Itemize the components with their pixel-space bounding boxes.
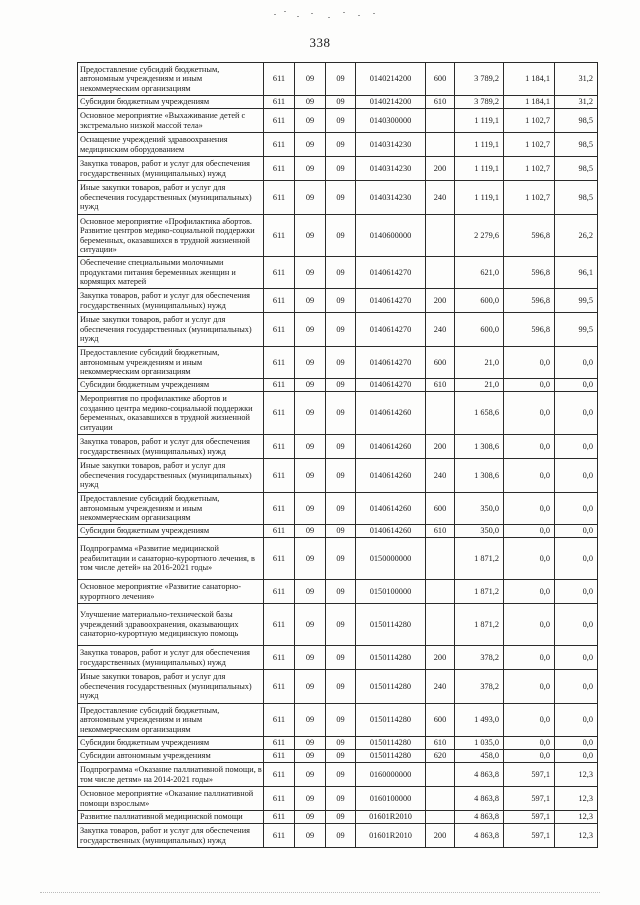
cell-plan: 1 035,0 — [455, 737, 504, 750]
cell-subsection: 09 — [326, 538, 356, 580]
cell-target-code: 0160100000 — [356, 787, 426, 811]
cell-fact: 1 102,7 — [504, 109, 555, 133]
cell-percent: 99,5 — [555, 289, 598, 313]
cell-admin-code: 611 — [264, 604, 295, 646]
cell-percent: 0,0 — [555, 435, 598, 459]
table-row — [78, 392, 598, 435]
cell-admin-code: 611 — [264, 181, 295, 215]
cell-target-code: 0150114280 — [356, 737, 426, 750]
cell-fact: 0,0 — [504, 737, 555, 750]
cell-target-code: 0150114280 — [356, 670, 426, 704]
cell-name: Развитие паллиативной медицинской помощи — [78, 811, 264, 824]
table-row — [78, 435, 598, 459]
cell-expense-type: 610 — [426, 379, 455, 392]
cell-fact: 1 184,1 — [504, 63, 555, 96]
cell-admin-code: 611 — [264, 257, 295, 289]
cell-plan: 4 863,8 — [455, 811, 504, 824]
cell-admin-code: 611 — [264, 435, 295, 459]
cell-admin-code: 611 — [264, 824, 295, 848]
cell-subsection: 09 — [326, 215, 356, 257]
cell-section: 09 — [295, 63, 326, 96]
table-row — [78, 181, 598, 215]
cell-admin-code: 611 — [264, 63, 295, 96]
cell-section: 09 — [295, 604, 326, 646]
table-row — [78, 289, 598, 313]
cell-target-code: 0140214200 — [356, 63, 426, 96]
cell-section: 09 — [295, 787, 326, 811]
table-body — [78, 63, 598, 848]
cell-expense-type — [426, 604, 455, 646]
cell-section: 09 — [295, 737, 326, 750]
cell-subsection: 09 — [326, 737, 356, 750]
cell-subsection: 09 — [326, 459, 356, 493]
cell-target-code: 01601R2010 — [356, 811, 426, 824]
cell-plan: 350,0 — [455, 525, 504, 538]
cell-percent: 98,5 — [555, 109, 598, 133]
cell-plan: 458,0 — [455, 750, 504, 763]
table-row — [78, 604, 598, 646]
cell-target-code: 0140614270 — [356, 313, 426, 347]
cell-name: Иные закупки товаров, работ и услуг для обеспечения государственных (муниципальных) нужд — [78, 181, 264, 215]
cell-percent: 12,3 — [555, 824, 598, 848]
cell-plan: 1 871,2 — [455, 580, 504, 604]
cell-percent: 0,0 — [555, 538, 598, 580]
cell-plan: 1 119,1 — [455, 157, 504, 181]
cell-subsection: 09 — [326, 392, 356, 435]
cell-target-code: 0140314230 — [356, 181, 426, 215]
cell-percent: 0,0 — [555, 525, 598, 538]
cell-percent: 0,0 — [555, 580, 598, 604]
cell-subsection: 09 — [326, 313, 356, 347]
cell-subsection: 09 — [326, 133, 356, 157]
cell-section: 09 — [295, 824, 326, 848]
cell-target-code: 0160000000 — [356, 763, 426, 787]
cell-name: Закупка товаров, работ и услуг для обеспечения государственных (муниципальных) нужд — [78, 157, 264, 181]
cell-percent: 98,5 — [555, 157, 598, 181]
cell-subsection: 09 — [326, 824, 356, 848]
cell-section: 09 — [295, 525, 326, 538]
cell-target-code: 0150100000 — [356, 580, 426, 604]
cell-fact: 0,0 — [504, 646, 555, 670]
cell-name: Иные закупки товаров, работ и услуг для обеспечения государственных (муниципальных) нужд — [78, 459, 264, 493]
cell-section: 09 — [295, 646, 326, 670]
cell-subsection: 09 — [326, 646, 356, 670]
cell-target-code: 0140614260 — [356, 392, 426, 435]
cell-plan: 600,0 — [455, 289, 504, 313]
cell-fact: 0,0 — [504, 435, 555, 459]
cell-name: Закупка товаров, работ и услуг для обеспечения государственных (муниципальных) нужд — [78, 289, 264, 313]
cell-admin-code: 611 — [264, 289, 295, 313]
table-row — [78, 824, 598, 848]
cell-expense-type: 620 — [426, 750, 455, 763]
table-row — [78, 347, 598, 379]
cell-admin-code: 611 — [264, 763, 295, 787]
cell-admin-code: 611 — [264, 392, 295, 435]
cell-percent: 12,3 — [555, 811, 598, 824]
cell-target-code: 01601R2010 — [356, 824, 426, 848]
cell-section: 09 — [295, 811, 326, 824]
table-row — [78, 379, 598, 392]
cell-fact: 0,0 — [504, 379, 555, 392]
cell-expense-type: 600 — [426, 493, 455, 525]
table-row — [78, 538, 598, 580]
cell-target-code: 0150000000 — [356, 538, 426, 580]
cell-admin-code: 611 — [264, 737, 295, 750]
cell-expense-type: 610 — [426, 525, 455, 538]
cell-plan: 4 863,8 — [455, 787, 504, 811]
cell-expense-type: 200 — [426, 289, 455, 313]
cell-subsection: 09 — [326, 289, 356, 313]
cell-plan: 1 493,0 — [455, 704, 504, 737]
cell-name: Субсидии бюджетным учреждениям — [78, 96, 264, 109]
table-row — [78, 459, 598, 493]
table-row — [78, 493, 598, 525]
cell-expense-type — [426, 392, 455, 435]
table-row — [78, 133, 598, 157]
cell-fact: 1 102,7 — [504, 133, 555, 157]
cell-name: Основное мероприятие «Профилактика абортов. Развитие центров медико-социальной поддержки беременных, оказавшихся в трудной жизненной ситуации» — [78, 215, 264, 257]
cell-target-code: 0150114280 — [356, 750, 426, 763]
budget-table — [77, 62, 598, 848]
cell-target-code: 0140614260 — [356, 493, 426, 525]
cell-section: 09 — [295, 704, 326, 737]
cell-section: 09 — [295, 580, 326, 604]
cell-admin-code: 611 — [264, 580, 295, 604]
cell-target-code: 0140314230 — [356, 133, 426, 157]
cell-plan: 600,0 — [455, 313, 504, 347]
cell-section: 09 — [295, 538, 326, 580]
cell-fact: 597,1 — [504, 763, 555, 787]
cell-admin-code: 611 — [264, 525, 295, 538]
cell-target-code: 0140314230 — [356, 157, 426, 181]
cell-expense-type: 610 — [426, 737, 455, 750]
cell-fact: 0,0 — [504, 493, 555, 525]
cell-subsection: 09 — [326, 157, 356, 181]
cell-fact: 0,0 — [504, 704, 555, 737]
cell-expense-type — [426, 538, 455, 580]
cell-expense-type — [426, 580, 455, 604]
cell-subsection: 09 — [326, 763, 356, 787]
cell-name: Основное мероприятие «Оказание паллиативной помощи взрослым» — [78, 787, 264, 811]
cell-percent: 31,2 — [555, 63, 598, 96]
cell-fact: 0,0 — [504, 525, 555, 538]
cell-percent: 0,0 — [555, 704, 598, 737]
cell-admin-code: 611 — [264, 811, 295, 824]
cell-percent: 0,0 — [555, 392, 598, 435]
cell-target-code: 0140614270 — [356, 289, 426, 313]
cell-name: Обеспечение специальными молочными продуктами питания беременных женщин и кормящих матерей — [78, 257, 264, 289]
cell-name: Субсидии бюджетным учреждениям — [78, 737, 264, 750]
cell-target-code: 0140600000 — [356, 215, 426, 257]
cell-fact: 0,0 — [504, 670, 555, 704]
cell-expense-type — [426, 133, 455, 157]
cell-fact: 596,8 — [504, 289, 555, 313]
cell-percent: 99,5 — [555, 313, 598, 347]
cell-plan: 350,0 — [455, 493, 504, 525]
cell-subsection: 09 — [326, 525, 356, 538]
cell-plan: 621,0 — [455, 257, 504, 289]
cell-section: 09 — [295, 257, 326, 289]
cell-section: 09 — [295, 750, 326, 763]
cell-fact: 1 102,7 — [504, 157, 555, 181]
cell-expense-type — [426, 257, 455, 289]
cell-plan: 4 863,8 — [455, 763, 504, 787]
cell-name: Закупка товаров, работ и услуг для обеспечения государственных (муниципальных) нужд — [78, 435, 264, 459]
cell-name: Закупка товаров, работ и услуг для обеспечения государственных (муниципальных) нужд — [78, 646, 264, 670]
cell-admin-code: 611 — [264, 787, 295, 811]
cell-section: 09 — [295, 435, 326, 459]
cell-name: Субсидии автономным учреждениям — [78, 750, 264, 763]
cell-name: Иные закупки товаров, работ и услуг для обеспечения государственных (муниципальных) нужд — [78, 670, 264, 704]
cell-name: Основное мероприятие «Развитие санаторно-курортного лечения» — [78, 580, 264, 604]
cell-subsection: 09 — [326, 435, 356, 459]
cell-percent: 98,5 — [555, 181, 598, 215]
cell-fact: 1 102,7 — [504, 181, 555, 215]
cell-expense-type: 200 — [426, 646, 455, 670]
cell-name: Подпрограмма «Оказание паллиативной помощи, в том числе детям» на 2014-2021 годы» — [78, 763, 264, 787]
cell-admin-code: 611 — [264, 133, 295, 157]
cell-percent: 31,2 — [555, 96, 598, 109]
cell-expense-type: 200 — [426, 435, 455, 459]
cell-admin-code: 611 — [264, 109, 295, 133]
table-row — [78, 670, 598, 704]
cell-name: Оснащение учреждений здравоохранения медицинским оборудованием — [78, 133, 264, 157]
cell-expense-type: 240 — [426, 670, 455, 704]
table-row — [78, 811, 598, 824]
cell-fact: 596,8 — [504, 257, 555, 289]
cell-percent: 12,3 — [555, 763, 598, 787]
cell-target-code: 0140614270 — [356, 347, 426, 379]
cell-name: Предоставление субсидий бюджетным, автономным учреждениям и иным некоммерческим организациям — [78, 704, 264, 737]
cell-admin-code: 611 — [264, 96, 295, 109]
cell-plan: 4 863,8 — [455, 824, 504, 848]
cell-plan: 21,0 — [455, 379, 504, 392]
cell-fact: 0,0 — [504, 538, 555, 580]
cell-subsection: 09 — [326, 96, 356, 109]
cell-plan: 1 119,1 — [455, 133, 504, 157]
cell-target-code: 0140614260 — [356, 525, 426, 538]
table-row — [78, 109, 598, 133]
cell-name: Субсидии бюджетным учреждениям — [78, 379, 264, 392]
cell-percent: 12,3 — [555, 787, 598, 811]
cell-expense-type — [426, 215, 455, 257]
table-row — [78, 704, 598, 737]
cell-plan: 378,2 — [455, 670, 504, 704]
cell-admin-code: 611 — [264, 750, 295, 763]
cell-percent: 0,0 — [555, 379, 598, 392]
cell-percent: 98,5 — [555, 133, 598, 157]
cell-plan: 1 871,2 — [455, 538, 504, 580]
cell-expense-type: 240 — [426, 459, 455, 493]
cell-percent: 0,0 — [555, 347, 598, 379]
table-row — [78, 737, 598, 750]
cell-section: 09 — [295, 157, 326, 181]
table-row — [78, 257, 598, 289]
cell-expense-type: 600 — [426, 704, 455, 737]
cell-target-code: 0150114280 — [356, 704, 426, 737]
cell-section: 09 — [295, 96, 326, 109]
cell-admin-code: 611 — [264, 313, 295, 347]
cell-fact: 597,1 — [504, 824, 555, 848]
cell-section: 09 — [295, 459, 326, 493]
cell-subsection: 09 — [326, 63, 356, 96]
cell-plan: 3 789,2 — [455, 63, 504, 96]
cell-fact: 0,0 — [504, 604, 555, 646]
cell-name: Предоставление субсидий бюджетным, автономным учреждениям и иным некоммерческим организациям — [78, 63, 264, 96]
cell-plan: 1 308,6 — [455, 459, 504, 493]
cell-section: 09 — [295, 347, 326, 379]
cell-percent: 0,0 — [555, 670, 598, 704]
cell-section: 09 — [295, 379, 326, 392]
cell-subsection: 09 — [326, 181, 356, 215]
cell-plan: 2 279,6 — [455, 215, 504, 257]
table-row — [78, 157, 598, 181]
cell-target-code: 0140300000 — [356, 109, 426, 133]
cell-plan: 3 789,2 — [455, 96, 504, 109]
cell-name: Иные закупки товаров, работ и услуг для обеспечения государственных (муниципальных) нужд — [78, 313, 264, 347]
cell-fact: 0,0 — [504, 347, 555, 379]
cell-section: 09 — [295, 181, 326, 215]
cell-fact: 1 184,1 — [504, 96, 555, 109]
cell-name: Улучшение материально-технической базы учреждений здравоохранения, оказывающих санаторно-курортную медицинскую помощь — [78, 604, 264, 646]
cell-admin-code: 611 — [264, 670, 295, 704]
cell-target-code: 0140214200 — [356, 96, 426, 109]
table-row — [78, 215, 598, 257]
cell-plan: 378,2 — [455, 646, 504, 670]
cell-plan: 1 308,6 — [455, 435, 504, 459]
cell-admin-code: 611 — [264, 538, 295, 580]
cell-name: Предоставление субсидий бюджетным, автономным учреждениям и иным некоммерческим организациям — [78, 347, 264, 379]
cell-fact: 0,0 — [504, 392, 555, 435]
cell-expense-type — [426, 787, 455, 811]
scan-artifacts — [270, 8, 390, 22]
cell-section: 09 — [295, 109, 326, 133]
cell-expense-type: 200 — [426, 824, 455, 848]
cell-subsection: 09 — [326, 493, 356, 525]
cell-subsection: 09 — [326, 109, 356, 133]
cell-expense-type: 240 — [426, 181, 455, 215]
cell-target-code: 0140614260 — [356, 459, 426, 493]
cell-percent: 0,0 — [555, 604, 598, 646]
table-row — [78, 313, 598, 347]
cell-subsection: 09 — [326, 704, 356, 737]
cell-plan: 21,0 — [455, 347, 504, 379]
cell-percent: 0,0 — [555, 493, 598, 525]
cell-percent: 96,1 — [555, 257, 598, 289]
table-row — [78, 580, 598, 604]
cell-name: Предоставление субсидий бюджетным, автономным учреждениям и иным некоммерческим организациям — [78, 493, 264, 525]
cell-section: 09 — [295, 133, 326, 157]
cell-subsection: 09 — [326, 257, 356, 289]
cell-name: Мероприятия по профилактике абортов и созданию центра медико-социальной поддержки беременных, оказавшихся в трудной жизненной ситуации — [78, 392, 264, 435]
cell-subsection: 09 — [326, 379, 356, 392]
cell-subsection: 09 — [326, 580, 356, 604]
cell-percent: 0,0 — [555, 646, 598, 670]
cell-plan: 1 871,2 — [455, 604, 504, 646]
cell-name: Подпрограмма «Развитие медицинской реабилитации и санаторно-курортного лечения, в том числе детей» на 2016-2021 годы» — [78, 538, 264, 580]
cell-expense-type — [426, 811, 455, 824]
cell-fact: 0,0 — [504, 750, 555, 763]
cell-plan: 1 119,1 — [455, 181, 504, 215]
cell-target-code: 0140614260 — [356, 435, 426, 459]
cell-admin-code: 611 — [264, 493, 295, 525]
table-row — [78, 763, 598, 787]
cell-expense-type — [426, 109, 455, 133]
cell-section: 09 — [295, 493, 326, 525]
cell-plan: 1 119,1 — [455, 109, 504, 133]
cell-admin-code: 611 — [264, 646, 295, 670]
page-number: 338 — [309, 35, 331, 50]
cell-percent: 26,2 — [555, 215, 598, 257]
cell-admin-code: 611 — [264, 347, 295, 379]
cell-admin-code: 611 — [264, 157, 295, 181]
cell-section: 09 — [295, 670, 326, 704]
cell-section: 09 — [295, 215, 326, 257]
cell-target-code: 0140614270 — [356, 257, 426, 289]
cell-expense-type: 200 — [426, 157, 455, 181]
cell-subsection: 09 — [326, 811, 356, 824]
cell-admin-code: 611 — [264, 704, 295, 737]
cell-subsection: 09 — [326, 750, 356, 763]
cell-name: Субсидии бюджетным учреждениям — [78, 525, 264, 538]
cell-subsection: 09 — [326, 670, 356, 704]
cell-percent: 0,0 — [555, 459, 598, 493]
cell-section: 09 — [295, 313, 326, 347]
table-row — [78, 787, 598, 811]
cell-expense-type — [426, 763, 455, 787]
cell-admin-code: 611 — [264, 379, 295, 392]
cell-fact: 596,8 — [504, 215, 555, 257]
cell-name: Закупка товаров, работ и услуг для обеспечения государственных (муниципальных) нужд — [78, 824, 264, 848]
cell-section: 09 — [295, 289, 326, 313]
cell-target-code: 0150114280 — [356, 646, 426, 670]
table-row — [78, 63, 598, 96]
table-row — [78, 525, 598, 538]
cell-percent: 0,0 — [555, 737, 598, 750]
cell-fact: 597,1 — [504, 787, 555, 811]
cell-expense-type: 600 — [426, 347, 455, 379]
cell-section: 09 — [295, 763, 326, 787]
scan-edge-line — [40, 892, 600, 893]
table-row — [78, 646, 598, 670]
cell-fact: 596,8 — [504, 313, 555, 347]
cell-fact: 0,0 — [504, 580, 555, 604]
cell-target-code: 0140614270 — [356, 379, 426, 392]
cell-plan: 1 658,6 — [455, 392, 504, 435]
cell-fact: 0,0 — [504, 459, 555, 493]
cell-name: Основное мероприятие «Выхаживание детей с экстремально низкой массой тела» — [78, 109, 264, 133]
cell-target-code: 0150114280 — [356, 604, 426, 646]
cell-admin-code: 611 — [264, 459, 295, 493]
cell-expense-type: 600 — [426, 63, 455, 96]
table-row — [78, 96, 598, 109]
cell-expense-type: 610 — [426, 96, 455, 109]
table-row — [78, 750, 598, 763]
cell-subsection: 09 — [326, 787, 356, 811]
cell-fact: 597,1 — [504, 811, 555, 824]
cell-admin-code: 611 — [264, 215, 295, 257]
cell-percent: 0,0 — [555, 750, 598, 763]
cell-subsection: 09 — [326, 347, 356, 379]
cell-section: 09 — [295, 392, 326, 435]
cell-expense-type: 240 — [426, 313, 455, 347]
cell-subsection: 09 — [326, 604, 356, 646]
